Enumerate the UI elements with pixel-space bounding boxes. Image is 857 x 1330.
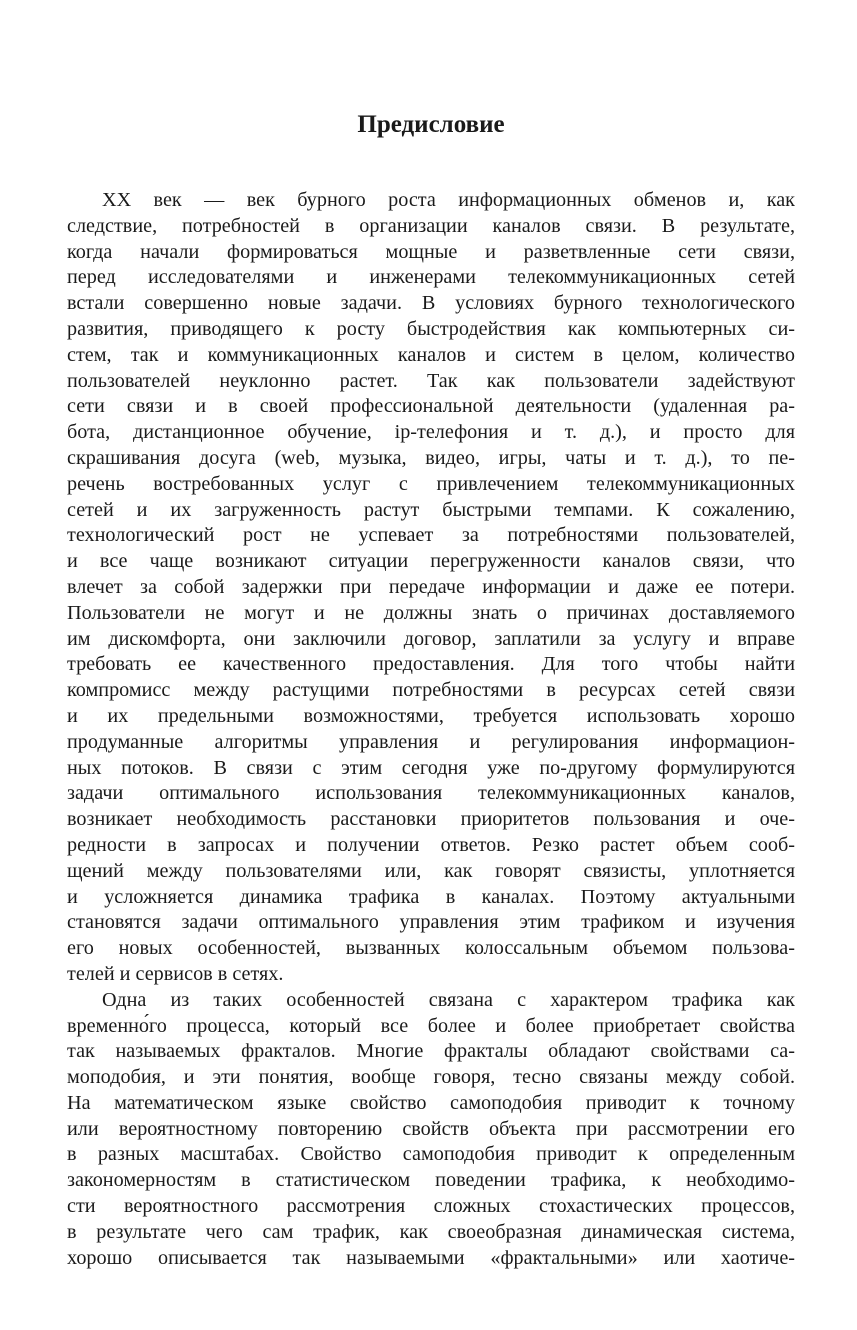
text-line: и усложняется динамика трафика в каналах. Поэтому актуальными: [67, 885, 795, 908]
page-title: Предисловие: [357, 111, 505, 138]
text-line: встали совершенно новые задачи. В условиях бурного технологического: [67, 292, 795, 315]
text-line: в разных масштабах. Свойство самоподобия приводит к определенным: [67, 1143, 795, 1166]
body-text: [67, 188, 795, 1271]
text-line: когда начали формироваться мощные и разветвленные сети связи,: [67, 240, 795, 263]
text-line: На математическом языке свойство самоподобия приводит к точному: [67, 1091, 795, 1114]
text-line: ных потоков. В связи с этим сегодня уже по-другому формулируются: [67, 756, 795, 779]
text-line: речень востребованных услуг с привлечением телекоммуникационных: [67, 472, 795, 495]
text-line: скрашивания досуга (web, музыка, видео, игры, чаты и т. д.), то пе-: [67, 446, 795, 469]
text-line: развития, приводящего к росту быстродействия как компьютерных си-: [67, 317, 795, 340]
text-line: временно́го процесса, который все более и более приобретает свойства: [67, 1014, 795, 1037]
text-line: редности в запросах и получении ответов. Резко растет объем сооб-: [67, 833, 795, 856]
text-line: моподобия, и эти понятия, вообще говоря, тесно связаны между собой.: [67, 1066, 795, 1089]
text-line: так называемых фракталов. Многие фракталы обладают свойствами са-: [67, 1040, 795, 1063]
text-line: или вероятностному повторению свойств объекта при рассмотрении его: [67, 1117, 795, 1140]
text-line: закономерностям в статистическом поведении трафика, к необходимо-: [67, 1169, 795, 1192]
text-line: бота, дистанционное обучение, ip-телефония и т. д.), и просто для: [67, 421, 795, 444]
text-line: задачи оптимального использования телекоммуникационных каналов,: [67, 782, 795, 805]
text-line: его новых особенностей, вызванных колоссальным объемом пользова-: [67, 937, 795, 960]
text-line: возникает необходимость расстановки приоритетов пользования и оче-: [67, 808, 795, 831]
text-line: Пользователи не могут и не должны знать о причинах доставляемого: [67, 601, 795, 624]
text-line: щений между пользователями или, как говорят связисты, уплотняется: [67, 859, 795, 882]
paragraph-1: [67, 188, 795, 988]
text-line: сети связи и в своей профессиональной деятельности (удаленная ра-: [67, 395, 795, 418]
paragraph-2: [67, 988, 795, 1272]
text-line: и все чаще возникают ситуации перегруженности каналов связи, что: [67, 550, 795, 573]
text-line: влечет за собой задержки при передаче информации и даже ее потери.: [67, 575, 795, 598]
text-line: стем, так и коммуникационных каналов и систем в целом, количество: [67, 343, 795, 366]
text-line: технологический рост не успевает за потребностями пользователей,: [67, 524, 795, 547]
text-line: Одна из таких особенностей связана с характером трафика как: [102, 988, 795, 1011]
text-line: сетей и их загруженность растут быстрыми темпами. К сожалению,: [67, 498, 795, 521]
text-line: сти вероятностного рассмотрения сложных стохастических процессов,: [67, 1195, 795, 1218]
text-line: становятся задачи оптимального управления этим трафиком и изучения: [67, 911, 795, 934]
text-line: XX век — век бурного роста информационных обменов и, как: [102, 189, 795, 211]
text-line: продуманные алгоритмы управления и регулирования информацион-: [67, 730, 795, 753]
text-line: и их предельными возможностями, требуется использовать хорошо: [67, 704, 795, 727]
text-line: им дискомфорта, они заключили договор, заплатили за услугу и вправе: [67, 627, 795, 650]
text-line: компромисс между растущими потребностями в ресурсах сетей связи: [67, 679, 795, 702]
text-line: телей и сервисов в сетях.: [67, 962, 284, 985]
text-line: хорошо описывается так называемыми «фрактальными» или хаотиче-: [67, 1246, 795, 1269]
text-line: следствие, потребностей в организации каналов связи. В результате,: [67, 214, 795, 237]
text-line: пользователей неуклонно растет. Так как пользователи задействуют: [67, 369, 795, 392]
text-line: перед исследователями и инженерами телекоммуникационных сетей: [67, 266, 795, 289]
text-line: требовать ее качественного предоставления. Для того чтобы найти: [67, 653, 795, 676]
text-line: в результате чего сам трафик, как своеобразная динамическая система,: [67, 1220, 795, 1243]
